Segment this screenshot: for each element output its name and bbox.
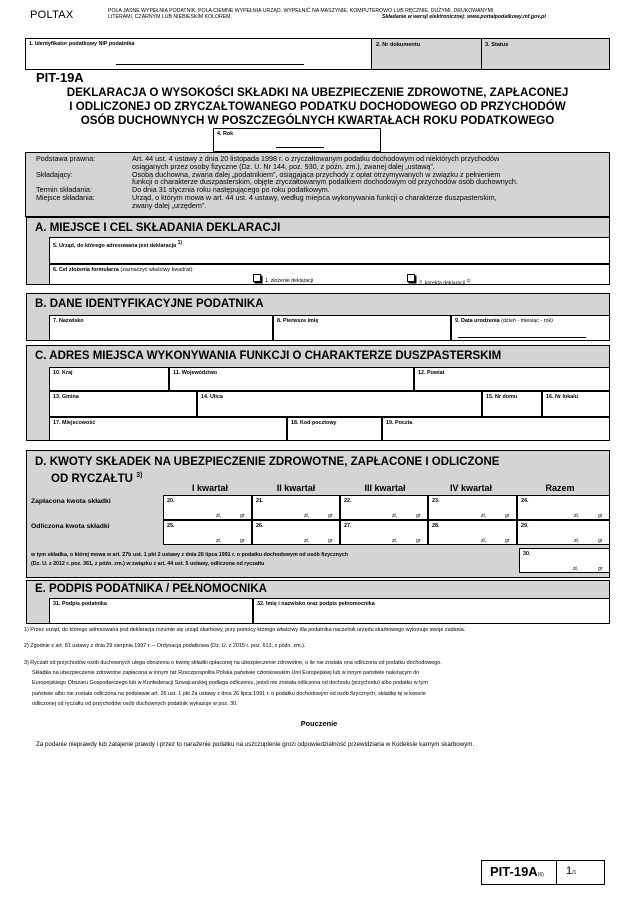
paid-contribution-label: Zapłacona kwota składki <box>31 498 111 505</box>
deducted-amount-q2[interactable]: 26. zł, gr <box>252 520 340 545</box>
tax-office-field[interactable]: 5. Urząd, do którego adresowana jest deklaracja $^{1)}$ <box>49 237 610 264</box>
paid-amount-q4[interactable]: 23. zł, gr <box>428 495 517 520</box>
instruction-text: Za podanie nieprawdy lub zatajenie prawdy i przez to narażenie podatku na uszczuplenie grozi odpowiedzialność przewidziana w Kodeksie karnym skarbowym. <box>36 741 475 748</box>
poltax-logo: POLTAX <box>30 9 74 21</box>
page-number: 1/1 <box>566 865 577 877</box>
form-title: DEKLARACJA O WYSOKOŚCI SKŁADKI NA UBEZPIECZENIE ZDROWOTNE, ZAPŁACONEJ I ODLICZONEJ OD ZRYCZAŁTOWANEGO PODATKU DOCHODOWEGO OD PRZYCHODÓW OSÓB DUCHOWNYCH W POSZCZEGÓLNYCH KWARTAŁACH ROKU PODATKOWEGO <box>66 86 569 127</box>
house-number-field[interactable]: 15. Nr domu <box>482 391 542 417</box>
street-field[interactable]: 14. Ulica <box>197 391 482 417</box>
checkbox-correction-label: 2. korekta deklaracji $^{2)}$ <box>419 278 471 287</box>
quarter-header-4: IV kwartał <box>449 483 493 493</box>
quarter-header-1: I kwartał <box>191 483 229 493</box>
checkbox-submission[interactable] <box>253 274 261 282</box>
paid-amount-q1[interactable]: 20. zł, gr <box>163 495 252 520</box>
nip-field[interactable]: 1. Identyfikator podatkowy NIP podatnika <box>25 38 372 70</box>
footer-form-code: PIT-19A(6) <box>490 864 544 879</box>
deducted-amount-q5[interactable]: 29. zł, gr <box>517 520 610 545</box>
paid-amount-q2[interactable]: 21. zł, gr <box>252 495 340 520</box>
quarter-header-5: Razem <box>545 483 575 493</box>
country-field[interactable]: 10. Kraj <box>49 367 169 391</box>
deducted-amount-q3[interactable]: 27. zł, gr <box>340 520 428 545</box>
deducted-contribution-label: Odliczona kwota składki <box>31 523 110 530</box>
section-c-heading: C. ADRES MIEJSCA WYKONYWANIA FUNKCJI O CHARAKTERZE DUSZPASTERSKIM <box>35 350 502 362</box>
surname-field[interactable]: 7. Nazwisko <box>49 315 273 341</box>
footnote-1: 1) Przez urząd, do którego adresowana jest deklaracja rozumie się urząd skarbowy, przy pomocy którego właściwy dla podatnika naczelnik urzędu skarbowego wykonuje swoje zadania. <box>24 627 466 633</box>
form-purpose-field: 6. Cel złożenia formularza (zaznaczyć właściwy kwadrat): <box>49 264 610 285</box>
locality-field[interactable]: 17. Miejscowość <box>49 417 287 441</box>
taxpayer-signature-field[interactable]: 31. Podpis podatnika <box>49 598 253 624</box>
instruction-heading: Pouczenie <box>300 719 338 728</box>
fill-instruction: POLA JASNE WYPEŁNIA PODATNIK, POLA CIEMNE WYPEŁNIA URZĄD. WYPEŁNIĆ NA MASZYNIE, KOMPUTEROWO LUB RĘCZNIE, DUŻYMI, DRUKOWANYMI LITERAMI, CZARNYM LUB NIEBIESKIM KOLOREM. <box>108 8 494 21</box>
province-field[interactable]: 11. Województwo <box>169 367 414 391</box>
quarter-header-2: II kwartał <box>276 483 316 493</box>
deducted-amount-q1[interactable]: 25. zł, gr <box>163 520 252 545</box>
section-a-heading: A. MIEJSCE I CEL SKŁADANIA DEKLARACJI <box>35 222 281 234</box>
first-name-field[interactable]: 8. Pierwsze imię <box>273 315 451 341</box>
apartment-number-field[interactable]: 16. Nr lokalu <box>542 391 610 417</box>
form-code: PIT-19A <box>36 70 84 85</box>
deducted-amount-q4[interactable]: 28. zł, gr <box>428 520 517 545</box>
electronic-filing-note: Składanie w wersji elektronicznej: www.portalpodatkowy.mf.gov.pl <box>382 14 546 20</box>
quarter-header-3: III kwartał <box>364 483 406 493</box>
section-b-heading: B. DANE IDENTYFIKACYJNE PODATNIKA <box>35 298 264 310</box>
status-label: 3. Status <box>485 42 509 48</box>
deduction-note: w tym składka, o której mowa w art. 27b ust. 1 pkt 2 ustawy z dnia 26 lipca 1991 r. o podatku dochodowym od osób fizycznych (Dz. U. z 2012 r. poz. 361, z późn. zm.) w związku z art. 44 ust. 5 ustawy, odliczona od ryczałtu <box>31 552 349 567</box>
postal-code-field[interactable]: 18. Kod pocztowy <box>287 417 382 441</box>
doc-number-label: 2. Nr dokumentu <box>376 42 421 48</box>
footnote-2: 2) Zgodnie z art. 81 ustawy z dnia 29 sierpnia 1997 r. – Ordynacja podatkowa (Dz. U. z 2015 r. poz. 613, z późn. zm.). <box>24 643 306 649</box>
checkbox-correction[interactable] <box>407 274 415 282</box>
birth-date-field[interactable]: 9. Data urodzenia (dzień - miesiąc - rok) <box>451 315 610 341</box>
municipality-field[interactable]: 13. Gmina <box>49 391 197 417</box>
footnote-3: 3) Ryczałt od przychodów osób duchownych ulega obniżeniu o kwotę składki opłaconej na ubezpieczenie zdrowotne, o ile nie została ona odliczona od podatku dochodowego. Składka na ubezpieczenie zdrowotne zapłacona w innym niż Rzeczpospolita Polska państwie członkowskim Unii Europejskiej lub w innym państwie należącym do Europejskiego Obszaru Gospodarczego lub w Konfederacji Szwajcarskiej podlega odliczeniu, jeżeli nie została odliczona od dochodu (przychodu) albo podatku w tym państwie albo nie została odliczona na podstawie art. 26 ust. 1 pkt 2a ustawy z dnia 26 lipca 1991 r. o podatku dochodowym od osób fizycznych; składkę tę w kwocie odliczonej od ryczałtu od przychodów osób duchownych podatnik wykazuje w poz. 30. <box>24 660 442 707</box>
paid-amount-q3[interactable]: 22. zł, gr <box>340 495 428 520</box>
year-field[interactable]: 4. Rok <box>213 128 381 152</box>
county-field[interactable]: 12. Powiat <box>414 367 610 391</box>
section-e-heading: E. PODPIS PODATNIKA / PEŁNOMOCNIKA <box>35 583 267 595</box>
legal-basis-block: Podstawa prawna: Składający: Termin składania: Miejsce składania: <box>36 154 96 202</box>
checkbox-submission-label: 1. złożenie deklaracji <box>265 278 314 284</box>
paid-amount-q5[interactable]: 24. zł, gr <box>517 495 610 520</box>
section-d-heading: D. KWOTY SKŁADEK NA UBEZPIECZENIE ZDROWOTNE, ZAPŁACONE I ODLICZONE OD RYCZAŁTU $^{3)}$ <box>35 456 500 485</box>
proxy-signature-field[interactable]: 32. Imię i nazwisko oraz podpis pełnomocnika <box>253 598 610 624</box>
post-office-field[interactable]: 19. Poczta <box>382 417 610 441</box>
field-30[interactable]: 30. zł, gr <box>519 548 610 573</box>
legal-basis-text: Art. 44 ust. 4 ustawy z dnia 20 listopada 1998 r. o zryczałtowanym podatku dochodowym od niektórych przychodów osiąganych przez osoby fizyczne (Dz. U. Nr 144, poz. 930, z późn. zm.), zwanej dalej „ustawą”. Osoba duchowna, zwana dalej „podatnikiem”, osiągająca przychody z opłat otrzymywanych w związku z pełnieniem funkcji o charakterze duszpasterskim, objęte zryczałtowanym podatkiem dochodowym od przychodów osób duchownych. Do dnia 31 stycznia roku następującego po roku podatkowym. Urząd, o którym mowa w art. 44 ust. 4 ustawy, według miejsca wykonywania funkcji o charakterze duszpasterskim, zwany dalej „urzędem”. <box>132 154 518 210</box>
